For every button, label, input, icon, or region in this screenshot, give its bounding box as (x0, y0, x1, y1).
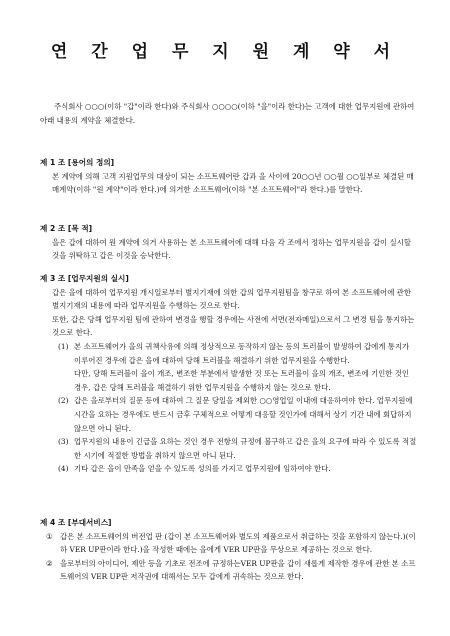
article-paragraph: 또한, 갑은 당해 업무지원 팀에 관하여 변경을 행할 경우에는 사전에 서면(전자메일)으로서 그 변경 팀을 통지하는 것으로 한다. (52, 314, 415, 338)
article-4 (40, 516, 418, 584)
article-heading: 제 2 조 [목 적] (40, 224, 93, 233)
item-text: 기타 갑은 을이 만족을 얻을 수 있도록 성의를 가지고 업무지원에 임하여야 한다. (74, 464, 331, 474)
item-text: 업무지원의 내용이 긴급을 요하는 것인 경우 전항의 규정에 불구하고 갑은 을의 요구에 따라 수 있도록 적절한 시기에 적절한 방법을 취하지 않으면 아니 된다. (74, 437, 417, 460)
item-number: ① (46, 531, 53, 541)
item-text: 갑은 본 소프트웨어의 버전업 판 (갑이 본 소프트웨어와 별도의 제품으로서 취급하는 것을 포함하지 않는다.)(이하 VER UP판이라 한다.)을 작성한 때에는 을에게 VER UP판을 무상으로 제공하는 것으로 한다. (60, 531, 416, 555)
item-number: (4) (58, 464, 69, 474)
document-title: 연 간 업 무 지 원 계 약 서 (50, 42, 400, 62)
article-3 (40, 272, 418, 476)
item-number: (2) (58, 396, 69, 406)
item-number: (1) (58, 341, 69, 351)
list-item (40, 340, 418, 367)
item-number: (3) (58, 437, 69, 447)
item-subparagraph: 다만, 당해 트러블이 을이 개조, 변조한 부분에서 발생한 것 또는 트러블이 을의 개조, 변조에 기인한 것인 경우, 갑은 당해 트러블을 해결하기 위한 업무지원을 수행하지 않는 것으로 한다. (74, 369, 410, 392)
list-item (40, 557, 418, 584)
article-heading: 제 4 조 [부대서비스] (40, 518, 112, 527)
article-2 (40, 222, 418, 263)
article-body: 을은 갑에 대하여 원 계약에 의거 사용하는 본 소프트웨어에 대해 다음 각 조에서 정하는 업무지원을 갑이 실시할 것을 위탁하고 갑은 이것을 승낙한다. (52, 237, 411, 261)
article-1 (40, 156, 418, 197)
item-text: 을로부터의 아이디어, 제안 등을 기초로 전조에 규정하는VER UP판을 갑이 새롭게 제작한 경우에 관한 본 소프트웨어의 VER UP판 저작권에 대해서는 모두 갑에게 귀속하는 것으로 한다. (60, 558, 416, 582)
list-item (40, 462, 418, 476)
item-text: 갑은 을로부터의 질문 등에 대하여 그 질문 당일을 제외한 ○○영업일 이내에 대응하여야 한다. 업무지원에 시간을 요하는 경우에도 반드시 금후 구체적으로 어떻게 대응할 것인가에 대해서 상기 기간 내에 회답하지 않으면 아니 된다. (74, 396, 413, 433)
article-heading: 제 1 조 [용어의 정의] (40, 158, 115, 167)
list-item (40, 435, 418, 462)
item-text: 본 소프트웨어가 을의 귀책사유에 의해 정상적으로 동작하지 않는 등의 트러블이 발생하여 갑에게 통지가 이루어진 경우에 갑은 을에 대하여 당해 트러블을 해결하기 위한 업무지원을 수행한다. (74, 341, 410, 365)
item-number: ② (46, 558, 53, 568)
list-item (40, 530, 418, 557)
list-item (40, 394, 418, 435)
intro-paragraph: 주식회사 ○○○(이하 "갑"이라 한다)와 주식회사 ○○○○(이하 "을"이라 한다)는 고객에 대한 업무지원에 관하여 아래 내용의 계약을 체결한다. (40, 102, 415, 125)
article-body: 본 계약에 의해 고객 지원업무의 대상이 되는 소프트웨어란 갑과 을 사이에 20○○년 ○○월 ○○일부로 체결된 매매계약(이하 "원 계약"이라 한다.)에 의거한 소프트웨어(이하 "본 소프트웨어"라 한다.)를 말한다. (52, 171, 414, 195)
article-heading: 제 3 조 [업무지원의 실시] (40, 274, 129, 283)
article-paragraph: 갑은 을에 대하여 업무지원 개시일로부터 별지기재에 의한 갑의 업무지원팀을 창구로 하여 본 소프트웨어에 관한 별지기재의 내용에 따라 업무지원을 수행하는 것으로 한다. (52, 287, 411, 311)
